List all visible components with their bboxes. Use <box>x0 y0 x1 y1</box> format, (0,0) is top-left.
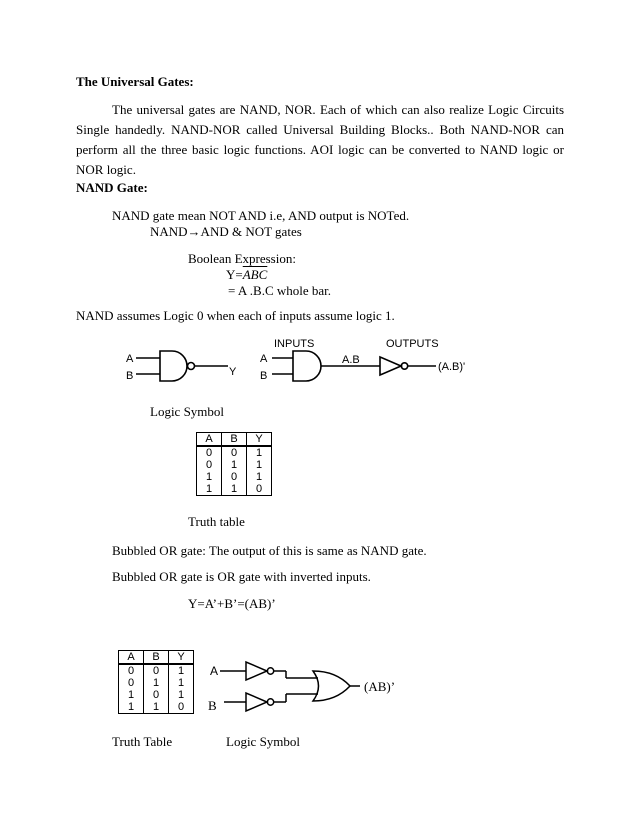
tt2-cell: 0 <box>144 689 169 701</box>
tt1-cell: 1 <box>197 483 222 496</box>
fig1-label-a2: A <box>260 353 268 365</box>
tt2-cell: 0 <box>169 701 194 714</box>
tt1-cell: 0 <box>222 471 247 483</box>
truth-table-bubbled-or <box>118 650 194 714</box>
tt1-header-y: Y <box>247 433 272 447</box>
not-gate-body <box>380 357 401 375</box>
nand-gate-body <box>160 351 187 381</box>
table-row <box>197 459 272 471</box>
intro-text: The universal gates are NAND, NOR. Each of which can also realize Logic Circuits Single handedly. NAND-NOR called Universal Building Blocks.. Both NAND-NOR can perform all the three basic logic functions. AOI logic can be converted to NAND logic or NOR logic. <box>76 102 564 177</box>
fig1-label-b2: B <box>260 370 268 382</box>
tt1-cell: 0 <box>197 446 222 459</box>
tt2-header-y: Y <box>169 651 194 665</box>
tt2-cell: 1 <box>119 689 144 701</box>
tt2-cell: 1 <box>169 689 194 701</box>
fig1-inputs-label: INPUTS <box>274 338 315 350</box>
tt1-cell: 1 <box>247 459 272 471</box>
tt1-header-a: A <box>197 433 222 447</box>
tt1-cell: 1 <box>247 471 272 483</box>
tt2-cell: 1 <box>119 701 144 714</box>
tt1-cell: 0 <box>197 459 222 471</box>
boolean-label: Boolean Expression: <box>188 251 296 266</box>
logic-symbol-caption: Logic Symbol <box>150 404 225 419</box>
tt1-cell: 1 <box>197 471 222 483</box>
and-gate-body <box>293 351 321 381</box>
tt1-cell: 0 <box>222 446 247 459</box>
tt2-cell: 1 <box>169 664 194 677</box>
tt2-cell: 1 <box>144 701 169 714</box>
logic-symbol-caption-2: Logic Symbol <box>226 734 301 749</box>
table-row <box>119 701 194 714</box>
nand-arrow-line: NAND→AND & NOT gates <box>150 224 302 239</box>
fig1-nand-output: (A.B)' <box>438 361 466 373</box>
truth-table-header <box>119 651 194 665</box>
truth-table-caption-2: Truth Table <box>112 734 173 749</box>
fig1-label-b: B <box>126 370 134 382</box>
expr-prefix: Y= <box>226 267 243 282</box>
tt1-cell: 0 <box>247 483 272 496</box>
truth-table-caption: Truth table <box>188 514 245 529</box>
nand-assumes: NAND assumes Logic 0 when each of inputs assume logic 1. <box>76 308 395 323</box>
section-title: The Universal Gates: <box>76 74 194 89</box>
fig2-output-label: (AB)’ <box>364 679 396 694</box>
tt2-header-a: A <box>119 651 144 665</box>
tt2-cell: 1 <box>169 677 194 689</box>
table-row <box>197 471 272 483</box>
nand-heading: NAND Gate: <box>76 180 148 195</box>
nand-logic-diagram <box>110 330 510 392</box>
tt1-cell: 1 <box>222 459 247 471</box>
or-gate-body <box>313 671 350 701</box>
tt1-cell: 1 <box>222 483 247 496</box>
fig1-and-output: A.B <box>342 354 360 366</box>
truth-table-header <box>197 433 272 447</box>
bubbled-or-diagram <box>200 650 420 722</box>
nand-bubble <box>188 363 195 370</box>
bubbled-or-expression: Y=A’+B’=(AB)’ <box>188 596 276 611</box>
nand-definition: NAND gate mean NOT AND i.e, AND output is NOTed. <box>112 208 410 223</box>
inverter-a-body <box>246 662 267 680</box>
table-row <box>197 483 272 496</box>
table-row <box>197 446 272 459</box>
tt1-header-b: B <box>222 433 247 447</box>
tt2-cell: 0 <box>119 677 144 689</box>
fig1-label-a: A <box>126 353 134 365</box>
tt2-cell: 0 <box>119 664 144 677</box>
tt2-header-b: B <box>144 651 169 665</box>
fig2-label-a: A <box>210 664 219 678</box>
tt2-cell: 0 <box>144 664 169 677</box>
inverter-b-body <box>246 693 267 711</box>
table-row <box>119 664 194 677</box>
expr-line-2: = A .B.C whole bar. <box>228 283 332 298</box>
fig2-label-b: B <box>208 698 217 713</box>
bubbled-or-line-2: Bubbled OR gate is OR gate with inverted inputs. <box>112 569 371 584</box>
bubbled-or-line-1: Bubbled OR gate: The output of this is same as NAND gate. <box>112 543 427 558</box>
table-row <box>119 677 194 689</box>
table-row <box>119 689 194 701</box>
fig1-label-y: Y <box>229 366 237 378</box>
tt1-cell: 1 <box>247 446 272 459</box>
intro-paragraph <box>76 100 564 180</box>
expr-overbar: $\overline{ABC}$ <box>242 267 268 282</box>
fig1-outputs-label: OUTPUTS <box>386 338 439 350</box>
tt2-cell: 1 <box>144 677 169 689</box>
truth-table-nand <box>196 432 272 496</box>
